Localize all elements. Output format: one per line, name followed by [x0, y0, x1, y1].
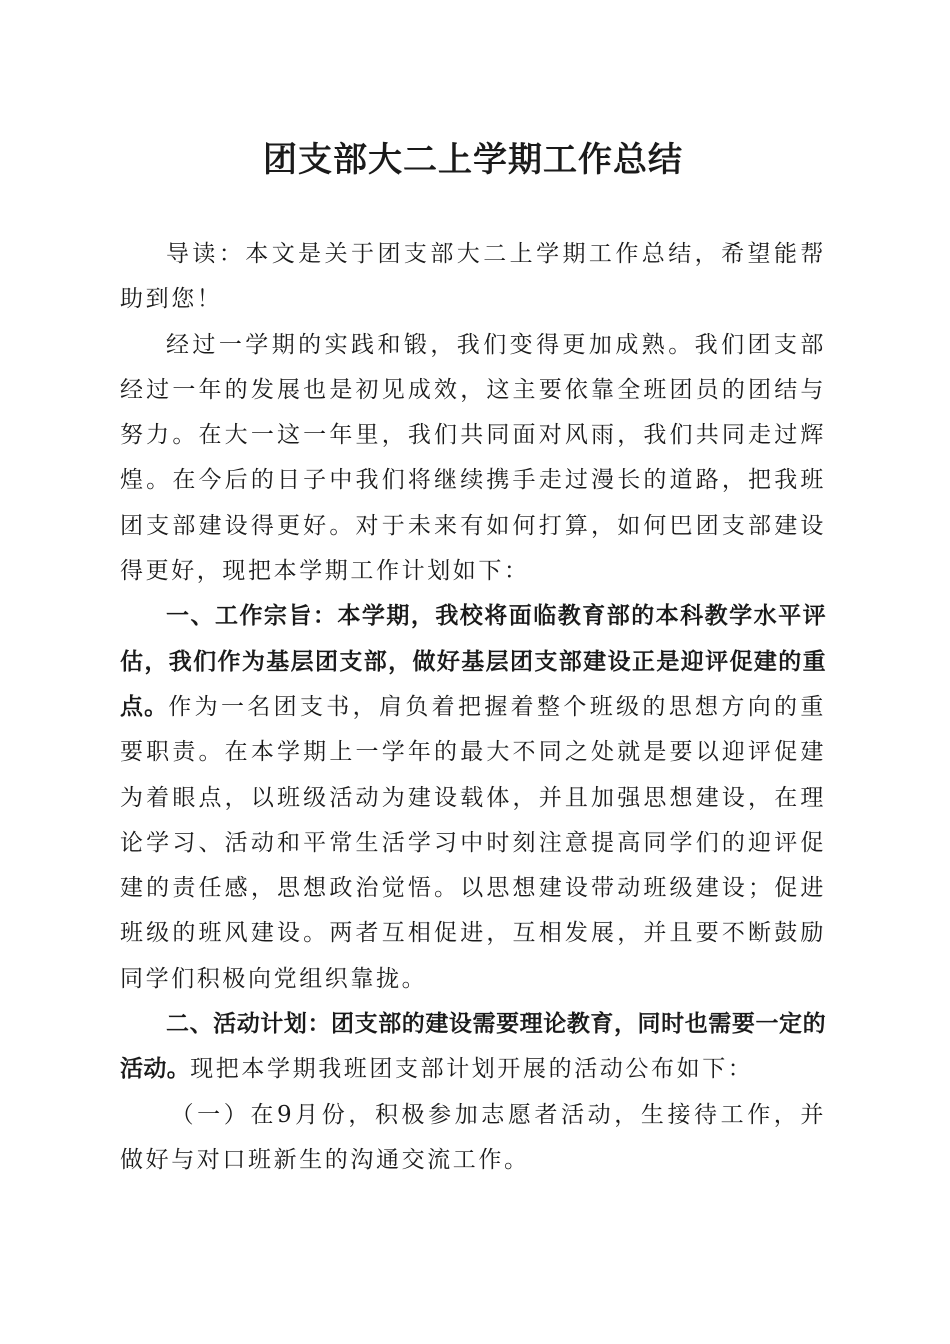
document-body: [120, 232, 826, 1183]
document-title: 团支部大二上学期工作总结: [263, 140, 683, 180]
section-2-paragraph: [120, 1002, 826, 1093]
section-2-body: 现把本学期我班团支部计划开展的活动公布如下：: [190, 1056, 754, 1083]
section-1-paragraph: [120, 594, 826, 1002]
paragraph-1: 经过一学期的实践和锻，我们变得更加成熟。我们团支部经过一年的发展也是初见成效，这主要依靠全班团员的团结与努力。在大一这一年里，我们共同面对风雨，我们共同走过辉煌。在今后的日子中我们将继续携手走过漫长的道路，把我班团支部建设得更好。对于未来有如何打算，如何巴团支部建设得更好，现把本学期工作计划如下：: [120, 331, 826, 585]
activity-item-1: （一）在9月份，积极参加志愿者活动，生接待工作，并做好与对口班新生的沟通交流工作。: [120, 1101, 826, 1173]
intro-paragraph: 导读：本文是关于团支部大二上学期工作总结，希望能帮助到您！: [120, 241, 826, 313]
section-1-heading: 一、工作宗旨：本学期，我校将面临教育部的本科教学水平评估，我们作为基层团支部，做好基层团支部建设正是迎评促建的重点。: [120, 603, 826, 720]
section-1-body: 作为一名团支书，肩负着把握着整个班级的思想方向的重要职责。在本学期上一学年的最大不同之处就是要以迎评促建为着眼点，以班级活动为建设载体，并且加强思想建设，在理论学习、活动和平常生活学习中时刻注意提高同学们的迎评促建的责任感，思想政治觉悟。以思想建设带动班级建设；促进班级的班风建设。两者互相促进，互相发展，并且要不断鼓励同学们积极向党组织靠拢。: [120, 693, 826, 992]
section-2-heading: 二、活动计划：团支部的建设需要理论教育，同时也需要一定的活动。: [120, 1011, 826, 1083]
